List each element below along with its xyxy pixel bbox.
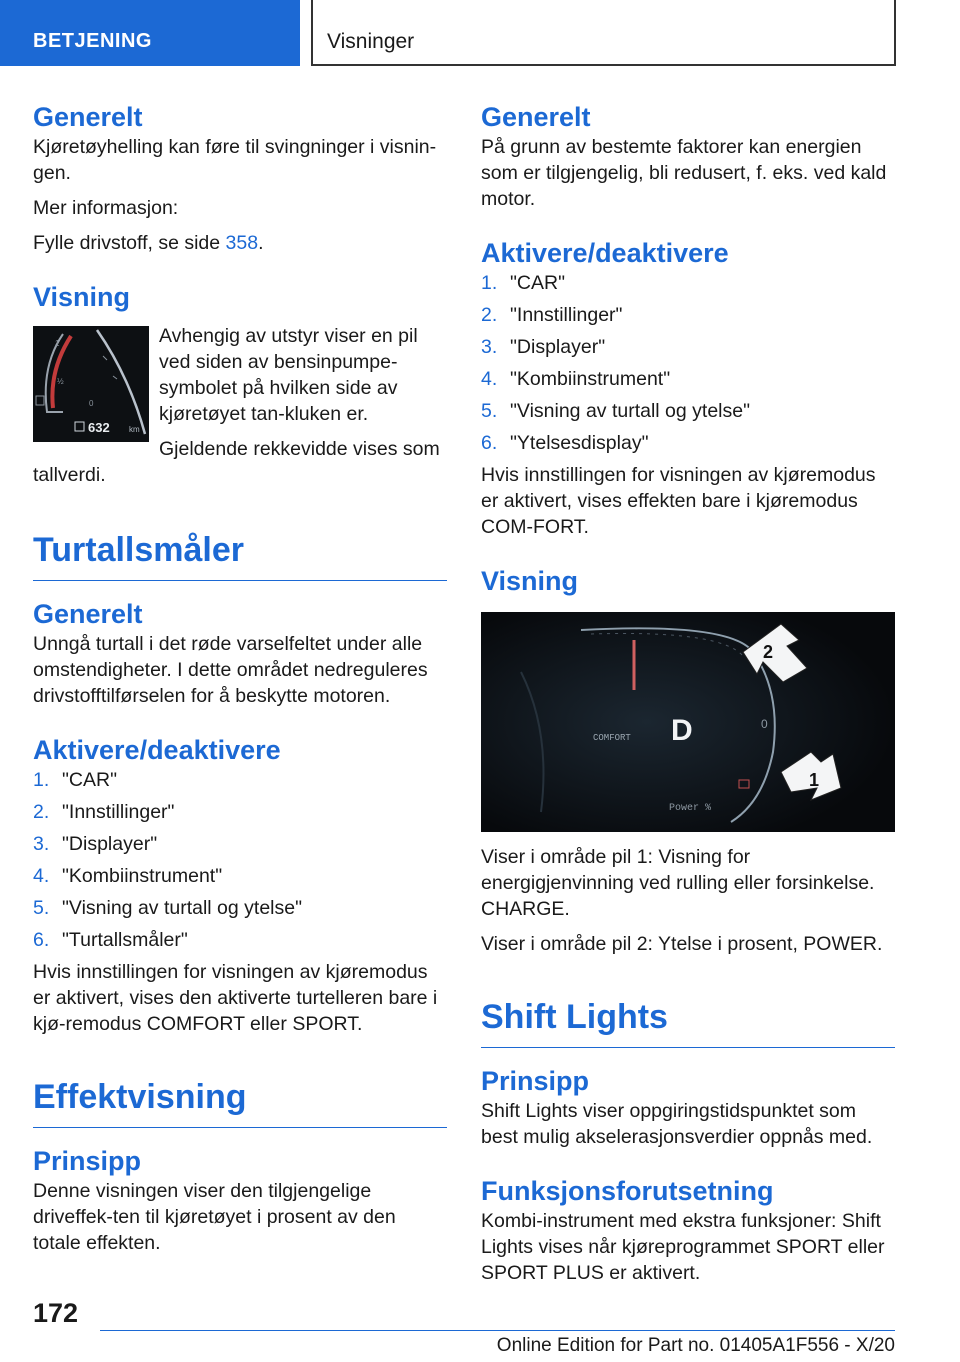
paragraph: Shift Lights viser oppgiringstidspunktet som best mulig akselerasjonsverdier oppnås med.	[481, 1100, 873, 1148]
heading-effektvisning: Effektvisning	[33, 1075, 447, 1128]
list-item: 2. "Innstillinger"	[33, 801, 175, 823]
fuel-gauge-illustration	[33, 326, 149, 442]
paragraph: Mer informasjon:	[33, 197, 179, 219]
list-item: 2. "Innstillinger"	[481, 304, 623, 326]
heading-visning: Visning	[481, 566, 579, 596]
paragraph: På grunn av bestemte faktorer kan energien som er tilgjengelig, bli redusert, f. eks. ved kald motor.	[481, 136, 887, 210]
heading-shift-lights: Shift Lights	[481, 995, 895, 1048]
power-label: Power %	[669, 803, 712, 814]
heading-generelt: Generelt	[33, 599, 143, 629]
list-item: 1. "CAR"	[33, 769, 118, 791]
power-display-image	[481, 612, 895, 832]
heading-turtallsmaler: Turtallsmåler	[33, 528, 447, 581]
paragraph: Denne visningen viser den tilgjengelige driveffek-ten til kjøretøyet i prosent av den totale effekten.	[33, 1180, 396, 1254]
heading-generelt: Generelt	[481, 102, 591, 132]
footer-edition: Online Edition for Part no. 01405A1F556 - X/20	[496, 1335, 895, 1356]
heading-aktivere: Aktivere/deaktivere	[33, 735, 281, 765]
list-item: 3. "Displayer"	[481, 336, 606, 358]
scale-zero: 0	[761, 717, 768, 731]
gauge-label-zero: 0	[89, 399, 94, 408]
footer-divider	[100, 1330, 895, 1331]
list-item: 6. "Turtallsmåler"	[33, 929, 188, 951]
paragraph: Avhengig av utstyr viser en pil ved siden av bensinpumpe-symbolet på hvilken side av kjøretøyet tan-kluken er.	[159, 325, 418, 425]
range-unit: km	[129, 425, 140, 434]
list-item: 3. "Displayer"	[33, 833, 158, 855]
reference-suffix: .	[258, 232, 264, 254]
drive-mode-label: COMFORT	[593, 733, 631, 743]
paragraph: Gjeldende rekkevidde vises som tallverdi.	[33, 438, 440, 486]
paragraph-reference	[33, 230, 447, 256]
right-column	[481, 100, 895, 1286]
list-item: 4. "Kombiinstrument"	[33, 865, 223, 887]
list-item: 4. "Kombiinstrument"	[481, 368, 671, 390]
paragraph: Unngå turtall i det røde varselfeltet under alle omstendigheter. I dette området nedreguleres drivstofftilførselen for å beskytte motoren.	[33, 633, 428, 707]
heading-aktivere: Aktivere/deaktivere	[481, 238, 729, 268]
list-item: 1. "CAR"	[481, 272, 566, 294]
heading-generelt: Generelt	[33, 102, 143, 132]
page-number: 172	[33, 1298, 79, 1328]
steps-list	[33, 767, 447, 953]
list-item: 6. "Ytelsesdisplay"	[481, 432, 649, 454]
reference-text: Fylle drivstoff, se side	[33, 232, 226, 254]
paragraph: Hvis innstillingen for visningen av kjøremodus er aktivert, vises effekten bare i kjøremodus COM-FORT.	[481, 464, 876, 538]
list-item: 5. "Visning av turtall og ytelse"	[481, 400, 751, 422]
gauge-label-one: 1	[55, 339, 60, 348]
steps-list	[481, 270, 895, 456]
paragraph: Kjøretøyhelling kan føre til svingninger i visnin-gen.	[33, 136, 437, 184]
heading-funksjonsforutsetning: Funksjonsforutsetning	[481, 1176, 774, 1206]
svg-text:2: 2	[763, 642, 774, 662]
page-link[interactable]: 358	[225, 232, 259, 254]
range-value: 632	[88, 420, 110, 435]
left-column	[33, 100, 447, 1256]
heading-prinsipp: Prinsipp	[33, 1146, 142, 1176]
svg-text:1: 1	[809, 770, 820, 790]
paragraph: Hvis innstillingen for visningen av kjøremodus er aktivert, vises den aktiverte turtelleren bare i kjø-remodus COMFORT eller SPORT.	[33, 961, 438, 1035]
paragraph: Viser i område pil 2: Ytelse i prosent, POWER.	[481, 933, 883, 955]
power-display-illustration	[481, 612, 895, 832]
gauge-label-half: ½	[57, 377, 64, 386]
list-item: 5. "Visning av turtall og ytelse"	[33, 897, 303, 919]
heading-prinsipp: Prinsipp	[481, 1066, 590, 1096]
paragraph: Viser i område pil 1: Visning for energigjenvinning ved rulling eller forsinkelse. CHARGE.	[481, 846, 875, 920]
fuel-gauge-image	[33, 326, 149, 442]
heading-visning: Visning	[33, 282, 131, 312]
gear-indicator: D	[671, 714, 693, 747]
section-tab: BETJENING	[0, 0, 300, 66]
page-header-title: Visninger	[311, 0, 896, 66]
paragraph: Kombi-instrument med ekstra funksjoner: Shift Lights vises når kjøreprogrammet SPORT eller SPORT PLUS er aktivert.	[481, 1210, 885, 1284]
